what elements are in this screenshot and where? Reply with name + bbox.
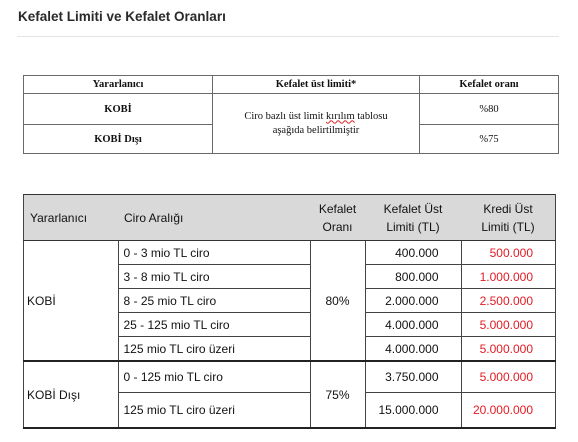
summary-rate-kobi: %80 xyxy=(420,94,559,125)
kefalet-cell: 3.750.000 xyxy=(365,361,461,393)
note-text-line2: aşağıda belirtilmiştir xyxy=(272,124,360,136)
summary-header-row xyxy=(24,76,559,94)
kredi-cell: 500.000 xyxy=(461,241,556,265)
kredi-cell: 5.000.000 xyxy=(461,337,556,362)
rate-cell-kobi: 80% xyxy=(310,241,365,362)
header-kefalet-line1: Kefalet Üst xyxy=(383,201,443,216)
ciro-cell: 125 mio TL ciro üzeri xyxy=(118,337,310,362)
page-title: Kefalet Limiti ve Kefalet Oranları xyxy=(18,9,226,24)
note-text-misspelled: kırılım xyxy=(326,110,355,122)
kredi-cell: 5.000.000 xyxy=(461,361,556,393)
summary-label-kobi: KOBİ xyxy=(24,94,213,125)
kredi-cell: 5.000.000 xyxy=(461,313,556,337)
title-divider xyxy=(17,36,559,37)
rate-cell-kobi-disi: 75% xyxy=(310,361,365,428)
kefalet-cell: 800.000 xyxy=(365,265,461,289)
group-label-kobi-disi: KOBİ Dışı xyxy=(24,361,119,428)
header-oran xyxy=(310,195,365,241)
header-kredi-line2: Limiti (TL) xyxy=(481,219,535,234)
ciro-cell: 125 mio TL ciro üzeri xyxy=(118,393,310,429)
kredi-cell: 1.000.000 xyxy=(461,265,556,289)
ciro-cell: 0 - 3 mio TL ciro xyxy=(118,241,310,265)
summary-rate-kobi-disi: %75 xyxy=(420,125,559,154)
header-yararlanici: Yararlanıcı xyxy=(24,195,119,241)
summary-limit-note xyxy=(213,94,420,154)
summary-header-yararlanici: Yararlanıcı xyxy=(24,76,213,94)
table-row xyxy=(24,241,556,265)
summary-label-kobi-disi: KOBİ Dışı xyxy=(24,125,213,154)
header-oran-line2: Oranı xyxy=(322,219,353,234)
kefalet-cell: 400.000 xyxy=(365,241,461,265)
kredi-cell: 20.000.000 xyxy=(461,393,556,429)
ciro-cell: 3 - 8 mio TL ciro xyxy=(118,265,310,289)
note-text-c: tablosu xyxy=(354,110,388,122)
note-text-a: Ciro bazlı üst limit xyxy=(244,110,327,122)
summary-table xyxy=(23,75,559,154)
kefalet-cell: 2.000.000 xyxy=(365,289,461,313)
limits-table xyxy=(23,194,556,429)
ciro-cell: 0 - 125 mio TL ciro xyxy=(118,361,310,393)
kefalet-cell: 4.000.000 xyxy=(365,313,461,337)
header-kredi-line1: Kredi Üst xyxy=(483,201,533,216)
kefalet-cell: 4.000.000 xyxy=(365,337,461,362)
group-label-kobi: KOBİ xyxy=(24,241,119,362)
ciro-cell: 8 - 25 mio TL ciro xyxy=(118,289,310,313)
summary-header-oran: Kefalet oranı xyxy=(420,76,559,94)
table-row xyxy=(24,361,556,393)
kredi-cell: 2.500.000 xyxy=(461,289,556,313)
kefalet-cell: 15.000.000 xyxy=(365,393,461,429)
header-kefalet xyxy=(365,195,461,241)
header-kefalet-line2: Limiti (TL) xyxy=(386,219,440,234)
header-kredi xyxy=(461,195,556,241)
header-ciro: Ciro Aralığı xyxy=(118,195,310,241)
limits-header-row xyxy=(24,195,556,241)
summary-header-limit: Kefalet üst limiti* xyxy=(213,76,420,94)
summary-row-kobi xyxy=(24,94,559,125)
ciro-cell: 25 - 125 mio TL ciro xyxy=(118,313,310,337)
header-oran-line1: Kefalet xyxy=(318,201,357,216)
